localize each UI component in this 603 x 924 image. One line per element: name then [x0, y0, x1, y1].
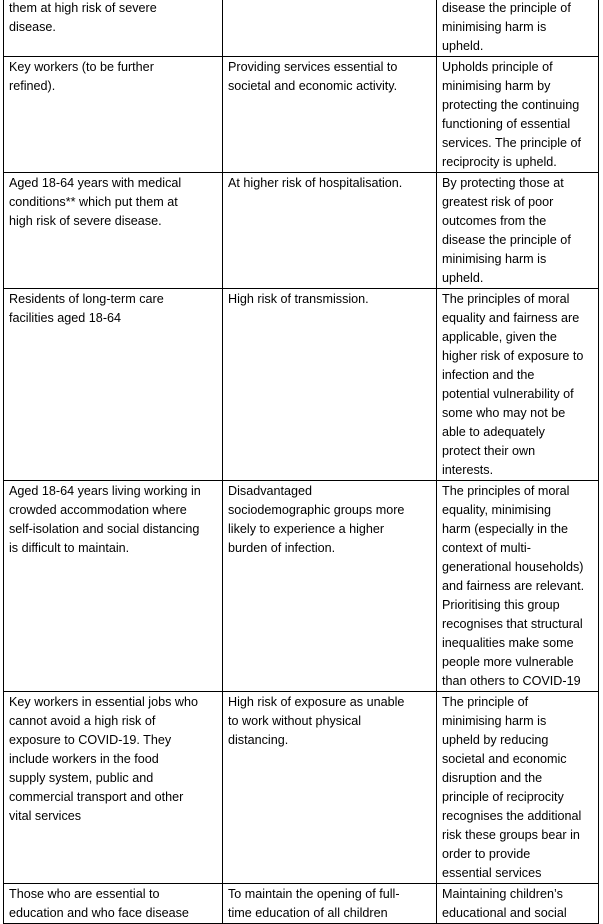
ethical-principle-cell — [437, 289, 599, 481]
table-row — [4, 692, 599, 884]
rationale-cell — [223, 173, 437, 289]
cell-text-line: greatest risk of poor — [442, 195, 554, 209]
cell-text-line: recognises the additional — [442, 809, 582, 823]
cell-text-line: recognises that structural — [442, 617, 583, 631]
cell-text-line: functioning of essential — [442, 117, 571, 131]
cell-text-line: reciprocity is upheld. — [442, 155, 557, 169]
cell-text-line: crowded accommodation where — [9, 503, 187, 517]
ethical-principle-cell — [437, 173, 599, 289]
cell-text-line: minimising harm is — [442, 714, 547, 728]
cell-text-line: and fairness are relevant. — [442, 579, 585, 593]
table-row — [4, 57, 599, 173]
cell-text-line: Maintaining children’s — [442, 887, 563, 901]
cell-text-line: order to provide — [442, 847, 531, 861]
population-group-cell — [4, 0, 223, 57]
cell-text-line: include workers in the food — [9, 752, 159, 766]
cell-text-line: facilities aged 18-64 — [9, 311, 122, 325]
cell-text-line: refined). — [9, 79, 56, 93]
table-row — [4, 173, 599, 289]
cell-text-line: risk these groups bear in — [442, 828, 580, 842]
cell-text-line: Prioritising this group — [442, 598, 560, 612]
cell-text-line: upheld. — [442, 39, 484, 53]
cell-text-line: sociodemographic groups more — [228, 503, 405, 517]
cell-text-line: educational and social — [442, 906, 567, 920]
table-row — [4, 0, 599, 57]
population-group-cell — [4, 481, 223, 692]
cell-text-line: time education of all children — [228, 906, 388, 920]
cell-text-line: Upholds principle of — [442, 60, 553, 74]
cell-text-line: people more vulnerable — [442, 655, 574, 669]
cell-text-line: outcomes from the — [442, 214, 547, 228]
cell-text-line: essential services — [442, 866, 542, 880]
ethical-principle-cell — [437, 692, 599, 884]
cell-text-line: burden of infection. — [228, 541, 336, 555]
cell-text-line: minimising harm by — [442, 79, 551, 93]
cell-text-line: The principle of — [442, 695, 529, 709]
cell-text-line: able to adequately — [442, 425, 545, 439]
cell-text-line: Key workers (to be further — [9, 60, 154, 74]
cell-text-line: is difficult to maintain. — [9, 541, 130, 555]
cell-text-line: Those who are essential to — [9, 887, 160, 901]
cell-text-line: The principles of moral — [442, 292, 570, 306]
cell-text-line: context of multi- — [442, 541, 531, 555]
cell-text-line: disease. — [9, 20, 56, 34]
cell-text-line: services. The principle of — [442, 136, 582, 150]
cell-text-line: Key workers in essential jobs who — [9, 695, 198, 709]
cell-text-line: interests. — [442, 463, 494, 477]
cell-text-line: applicable, given the — [442, 330, 557, 344]
cell-text-line: self-isolation and social distancing — [9, 522, 200, 536]
rationale-cell — [223, 481, 437, 692]
cell-text-line: than others to COVID-19 — [442, 674, 581, 688]
population-group-cell — [4, 289, 223, 481]
cell-text-line: vital services — [9, 809, 82, 823]
ethical-principle-cell — [437, 884, 599, 924]
rationale-cell — [223, 0, 437, 57]
cell-text-line: disease the principle of — [442, 233, 571, 247]
cell-text-line: principle of reciprocity — [442, 790, 564, 804]
rationale-cell — [223, 289, 437, 481]
cell-text-line: By protecting those at — [442, 176, 564, 190]
cell-text-line: some who may not be — [442, 406, 566, 420]
cell-text-line: them at high risk of severe — [9, 1, 157, 15]
cell-text-line: to work without physical — [228, 714, 361, 728]
cell-text-line: The principles of moral — [442, 484, 570, 498]
cell-text-line: education and who face disease — [9, 906, 189, 920]
ethical-principle-cell — [437, 57, 599, 173]
cell-text-line: likely to experience a higher — [228, 522, 385, 536]
cell-text-line: To maintain the opening of full- — [228, 887, 400, 901]
cell-text-line: Disadvantaged — [228, 484, 313, 498]
cell-text-line: disease the principle of — [442, 1, 571, 15]
cell-text-line: minimising harm is — [442, 252, 547, 266]
ethical-principle-cell — [437, 0, 599, 57]
cell-text-line: inequalities make some — [442, 636, 574, 650]
cell-text-line: Aged 18-64 years living working in — [9, 484, 201, 498]
cell-text-line: disruption and the — [442, 771, 543, 785]
rationale-cell — [223, 884, 437, 924]
cell-text-line: cannot avoid a high risk of — [9, 714, 156, 728]
cell-text-line: High risk of exposure as unable — [228, 695, 405, 709]
cell-text-line: upheld by reducing — [442, 733, 549, 747]
cell-text-line: equality, minimising — [442, 503, 551, 517]
population-group-cell — [4, 884, 223, 924]
cell-text-line: distancing. — [228, 733, 289, 747]
cell-text-line: potential vulnerability of — [442, 387, 574, 401]
table-row — [4, 884, 599, 924]
cell-text-line: minimising harm is — [442, 20, 547, 34]
cell-text-line: societal and economic activity. — [228, 79, 398, 93]
ethical-principle-cell — [437, 481, 599, 692]
cell-text-line: commercial transport and other — [9, 790, 184, 804]
population-group-cell — [4, 692, 223, 884]
cell-text-line: protect their own — [442, 444, 536, 458]
population-group-cell — [4, 57, 223, 173]
cell-text-line: Residents of long-term care — [9, 292, 164, 306]
cell-text-line: high risk of severe disease. — [9, 214, 162, 228]
cell-text-line: Aged 18-64 years with medical — [9, 176, 182, 190]
table-row — [4, 481, 599, 692]
priority-groups-table — [3, 0, 599, 924]
table-row — [4, 289, 599, 481]
cell-text-line: higher risk of exposure to — [442, 349, 584, 363]
cell-text-line: equality and fairness are — [442, 311, 580, 325]
table-body — [4, 0, 599, 924]
cell-text-line: generational households) — [442, 560, 584, 574]
cell-text-line: exposure to COVID-19. They — [9, 733, 172, 747]
population-group-cell — [4, 173, 223, 289]
cell-text-line: Providing services essential to — [228, 60, 398, 74]
cell-text-line: At higher risk of hospitalisation. — [228, 176, 403, 190]
cell-text-line: infection and the — [442, 368, 535, 382]
cell-text-line: upheld. — [442, 271, 484, 285]
cell-text-line: harm (especially in the — [442, 522, 568, 536]
cell-text-line: societal and economic — [442, 752, 567, 766]
cell-text-line: High risk of transmission. — [228, 292, 369, 306]
rationale-cell — [223, 57, 437, 173]
rationale-cell — [223, 692, 437, 884]
cell-text-line: supply system, public and — [9, 771, 154, 785]
cell-text-line: conditions** which put them at — [9, 195, 178, 209]
cell-text-line: protecting the continuing — [442, 98, 580, 112]
